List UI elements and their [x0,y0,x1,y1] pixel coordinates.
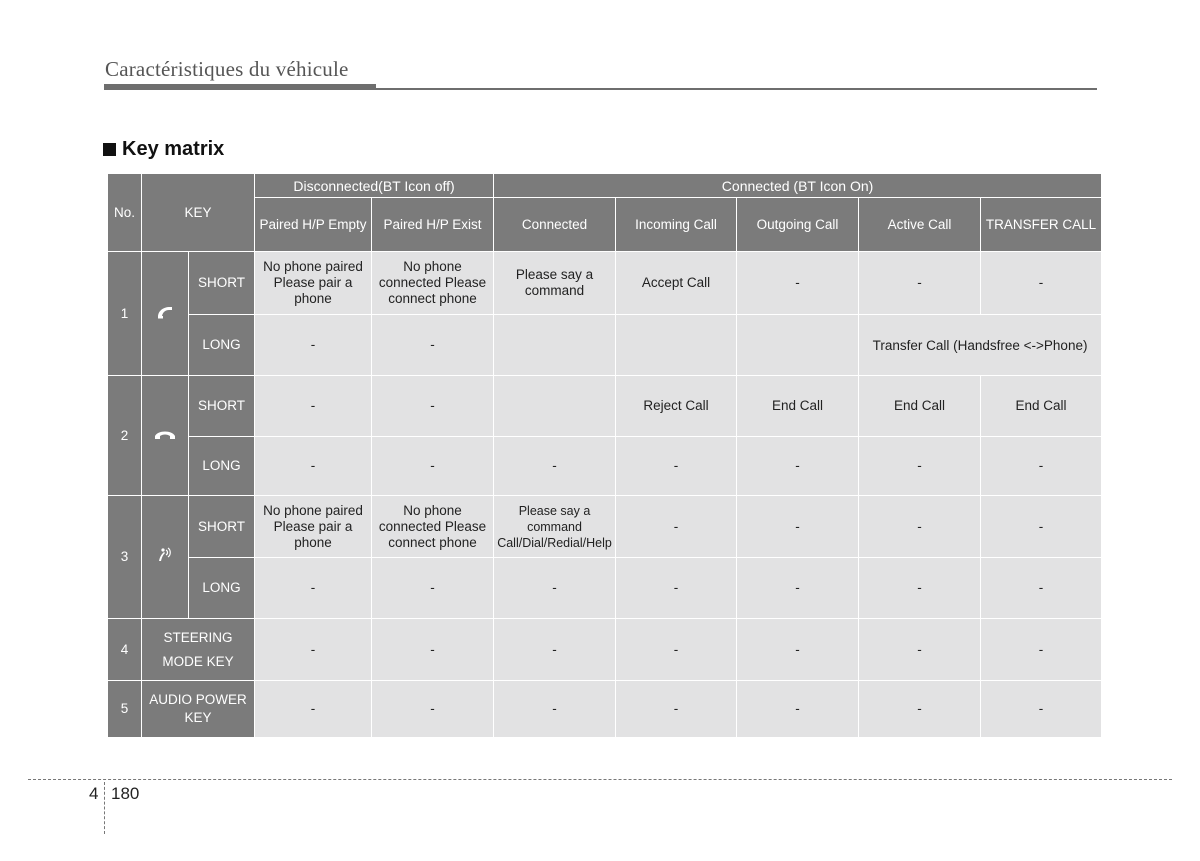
table-cell: - [255,437,372,496]
footer-divider [104,782,105,834]
table-cell: - [859,558,981,619]
table-row [108,558,1102,619]
table-cell: No phone connected Please connect phone [372,496,494,558]
header-connected-state: Connected [494,198,616,252]
row-number: 2 [108,376,142,496]
table-cell: - [737,496,859,558]
table-cell: - [859,437,981,496]
table-cell: - [737,252,859,315]
table-cell: Accept Call [616,252,737,315]
header-no: No. [108,174,142,252]
table-cell: - [981,681,1102,738]
table-cell [494,376,616,437]
table-cell: - [255,376,372,437]
table-cell: - [616,681,737,738]
table-cell [616,315,737,376]
table-cell: End Call [981,376,1102,437]
section-title: Key matrix [122,138,225,160]
table-cell: - [981,437,1102,496]
header-paired-exist: Paired H/P Exist [372,198,494,252]
header-transfer-call: TRANSFER CALL [981,198,1102,252]
table-cell: - [616,437,737,496]
table-cell: - [616,558,737,619]
table-cell [737,315,859,376]
page-chapter-number: 4 [89,784,99,803]
table-cell: No phone paired Please pair a phone [255,496,372,558]
voice-command-icon [156,546,174,564]
table-cell: - [981,496,1102,558]
table-cell: End Call [859,376,981,437]
press-short: SHORT [189,496,255,558]
key-matrix-table [107,173,1102,738]
table-cell: Reject Call [616,376,737,437]
table-cell: - [255,681,372,738]
header-rule [104,88,1097,90]
table-cell: - [981,619,1102,681]
header-row-groups [108,174,1102,198]
header-incoming-call: Incoming Call [616,198,737,252]
phone-hangup-icon [154,428,176,440]
row-number: 1 [108,252,142,376]
table-row [108,496,1102,558]
table-cell: - [372,681,494,738]
header-disconnected: Disconnected(BT Icon off) [255,174,494,198]
table-cell: - [616,496,737,558]
table-row [108,315,1102,376]
press-long: LONG [189,437,255,496]
table-cell: - [981,558,1102,619]
table-cell: Please say a command [494,252,616,315]
row-number: 3 [108,496,142,619]
table-cell: No phone paired Please pair a phone [255,252,372,315]
press-short: SHORT [189,252,255,315]
table-row [108,376,1102,437]
table-cell: - [372,376,494,437]
table-cell: End Call [737,376,859,437]
table-cell: No phone connected Please connect phone [372,252,494,315]
table-row [108,252,1102,315]
table-cell: - [981,252,1102,315]
key-icon-cell [142,252,189,376]
table-cell: - [255,558,372,619]
press-long: LONG [189,315,255,376]
header-paired-empty: Paired H/P Empty [255,198,372,252]
table-cell: - [737,437,859,496]
footer-rule [28,779,1172,780]
table-cell: - [372,558,494,619]
row-number: 5 [108,681,142,738]
table-cell: - [494,681,616,738]
row-number: 4 [108,619,142,681]
header-key: KEY [142,174,255,252]
table-cell: - [255,619,372,681]
table-cell: - [737,619,859,681]
phone-answer-icon [155,305,175,319]
table-cell [494,315,616,376]
table-row [108,681,1102,738]
header-active-call: Active Call [859,198,981,252]
press-short: SHORT [189,376,255,437]
key-steering-mode: STEERING MODE KEY [142,619,255,681]
header-row-states [108,198,1102,252]
key-icon-cell [142,376,189,496]
table-cell: - [494,558,616,619]
table-cell: Please say a command Call/Dial/Redial/Help [494,496,616,558]
table-cell: - [859,252,981,315]
table-cell: - [494,437,616,496]
table-cell: - [372,437,494,496]
table-cell: - [372,315,494,376]
table-cell: - [737,558,859,619]
table-cell: - [494,619,616,681]
page-number: 180 [111,784,140,803]
key-icon-cell [142,496,189,619]
square-bullet-icon [103,143,116,156]
table-cell: - [372,619,494,681]
header-connected: Connected (BT Icon On) [494,174,1102,198]
table-cell: - [859,681,981,738]
header-outgoing-call: Outgoing Call [737,198,859,252]
table-cell: - [859,619,981,681]
table-row [108,437,1102,496]
chapter-title: Caractéristiques du véhicule [105,57,349,81]
section-heading [103,138,224,161]
table-cell: - [737,681,859,738]
transfer-call-cell: Transfer Call (Handsfree <->Phone) [859,315,1102,376]
table-cell: - [255,315,372,376]
table-row [108,619,1102,681]
table-cell: - [859,496,981,558]
key-audio-power: AUDIO POWER KEY [142,681,255,738]
press-long: LONG [189,558,255,619]
table-cell: - [616,619,737,681]
